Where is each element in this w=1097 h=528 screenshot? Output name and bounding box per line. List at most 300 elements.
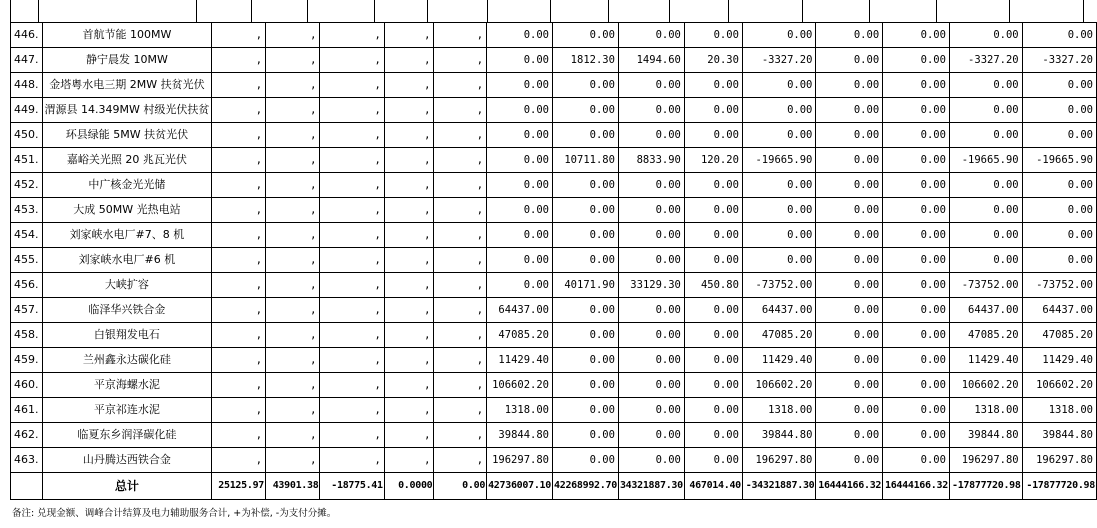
value-cell[interactable]: , bbox=[434, 398, 487, 423]
value-cell[interactable]: , bbox=[266, 398, 320, 423]
value-cell[interactable]: 0.00 bbox=[883, 398, 950, 423]
value-cell[interactable]: 0.00 bbox=[487, 198, 553, 223]
value-cell[interactable]: , bbox=[266, 98, 320, 123]
value-cell[interactable]: 0.00 bbox=[684, 73, 742, 98]
value-cell[interactable]: , bbox=[320, 173, 384, 198]
value-cell[interactable]: , bbox=[320, 198, 384, 223]
value-cell[interactable]: , bbox=[320, 448, 384, 473]
value-cell[interactable]: -73752.00 bbox=[1022, 273, 1096, 298]
row-index[interactable]: 450. bbox=[11, 123, 43, 148]
value-cell[interactable]: 0.00 bbox=[816, 23, 883, 48]
value-cell[interactable]: 11429.40 bbox=[949, 348, 1022, 373]
value-cell[interactable]: 0.00 bbox=[487, 223, 553, 248]
value-cell[interactable]: 0.00 bbox=[883, 173, 950, 198]
value-cell[interactable]: 0.00 bbox=[1022, 198, 1096, 223]
value-cell[interactable]: 0.00 bbox=[618, 448, 684, 473]
value-cell[interactable]: 0.00 bbox=[487, 173, 553, 198]
row-name[interactable]: 刘家峡水电厂#7、8 机 bbox=[42, 223, 212, 248]
row-name[interactable]: 环县绿能 5MW 扶贫光伏 bbox=[42, 123, 212, 148]
value-cell[interactable]: , bbox=[320, 423, 384, 448]
total-cell[interactable]: 42736007.10 bbox=[487, 473, 553, 500]
value-cell[interactable]: , bbox=[320, 348, 384, 373]
value-cell[interactable]: 106602.20 bbox=[1022, 373, 1096, 398]
row-index[interactable]: 449. bbox=[11, 98, 43, 123]
value-cell[interactable]: 0.00 bbox=[684, 248, 742, 273]
value-cell[interactable]: 0.00 bbox=[553, 348, 619, 373]
value-cell[interactable]: , bbox=[320, 373, 384, 398]
row-name[interactable]: 大成 50MW 光热电站 bbox=[42, 198, 212, 223]
value-cell[interactable]: 0.00 bbox=[949, 73, 1022, 98]
value-cell[interactable]: 0.00 bbox=[883, 448, 950, 473]
value-cell[interactable]: 0.00 bbox=[618, 298, 684, 323]
value-cell[interactable]: 0.00 bbox=[618, 73, 684, 98]
value-cell[interactable]: , bbox=[266, 148, 320, 173]
value-cell[interactable]: , bbox=[434, 98, 487, 123]
value-cell[interactable]: , bbox=[384, 298, 434, 323]
value-cell[interactable]: 0.00 bbox=[618, 23, 684, 48]
value-cell[interactable]: , bbox=[266, 298, 320, 323]
value-cell[interactable]: 0.00 bbox=[553, 73, 619, 98]
value-cell[interactable]: 0.00 bbox=[618, 398, 684, 423]
value-cell[interactable]: , bbox=[320, 23, 384, 48]
value-cell[interactable]: , bbox=[212, 98, 266, 123]
value-cell[interactable]: , bbox=[266, 23, 320, 48]
value-cell[interactable]: , bbox=[320, 223, 384, 248]
value-cell[interactable]: , bbox=[434, 423, 487, 448]
total-cell[interactable]: -17877720.98 bbox=[949, 473, 1022, 500]
value-cell[interactable]: 39844.80 bbox=[742, 423, 815, 448]
value-cell[interactable]: 0.00 bbox=[618, 348, 684, 373]
value-cell[interactable]: , bbox=[434, 448, 487, 473]
value-cell[interactable]: , bbox=[384, 123, 434, 148]
value-cell[interactable]: 47085.20 bbox=[742, 323, 815, 348]
value-cell[interactable]: 0.00 bbox=[742, 248, 815, 273]
value-cell[interactable]: 0.00 bbox=[949, 223, 1022, 248]
value-cell[interactable]: 0.00 bbox=[883, 273, 950, 298]
value-cell[interactable]: , bbox=[384, 173, 434, 198]
value-cell[interactable]: 8833.90 bbox=[618, 148, 684, 173]
value-cell[interactable]: , bbox=[434, 123, 487, 148]
value-cell[interactable]: , bbox=[320, 148, 384, 173]
value-cell[interactable]: 0.00 bbox=[553, 198, 619, 223]
value-cell[interactable]: 0.00 bbox=[742, 223, 815, 248]
value-cell[interactable]: 0.00 bbox=[618, 423, 684, 448]
value-cell[interactable]: 40171.90 bbox=[553, 273, 619, 298]
value-cell[interactable]: 11429.40 bbox=[742, 348, 815, 373]
row-name[interactable]: 中广核金光光储 bbox=[42, 173, 212, 198]
value-cell[interactable]: 0.00 bbox=[487, 98, 553, 123]
value-cell[interactable]: , bbox=[266, 123, 320, 148]
value-cell[interactable]: , bbox=[384, 73, 434, 98]
row-index[interactable]: 453. bbox=[11, 198, 43, 223]
value-cell[interactable]: 0.00 bbox=[816, 98, 883, 123]
value-cell[interactable]: , bbox=[266, 348, 320, 373]
value-cell[interactable]: 0.00 bbox=[684, 23, 742, 48]
value-cell[interactable]: , bbox=[320, 98, 384, 123]
value-cell[interactable]: , bbox=[212, 348, 266, 373]
value-cell[interactable]: 106602.20 bbox=[742, 373, 815, 398]
value-cell[interactable]: 0.00 bbox=[883, 48, 950, 73]
value-cell[interactable]: 0.00 bbox=[487, 148, 553, 173]
value-cell[interactable]: , bbox=[212, 373, 266, 398]
value-cell[interactable]: , bbox=[266, 323, 320, 348]
value-cell[interactable]: 0.00 bbox=[684, 123, 742, 148]
value-cell[interactable]: , bbox=[266, 223, 320, 248]
value-cell[interactable]: 1318.00 bbox=[742, 398, 815, 423]
value-cell[interactable]: , bbox=[320, 273, 384, 298]
value-cell[interactable]: , bbox=[320, 398, 384, 423]
value-cell[interactable]: , bbox=[434, 173, 487, 198]
value-cell[interactable]: 0.00 bbox=[553, 173, 619, 198]
value-cell[interactable]: 0.00 bbox=[742, 98, 815, 123]
value-cell[interactable]: , bbox=[384, 198, 434, 223]
row-name[interactable]: 静宁晨发 10MW bbox=[42, 48, 212, 73]
value-cell[interactable]: 0.00 bbox=[883, 248, 950, 273]
value-cell[interactable]: 120.20 bbox=[684, 148, 742, 173]
value-cell[interactable]: 0.00 bbox=[618, 198, 684, 223]
value-cell[interactable]: 0.00 bbox=[553, 23, 619, 48]
value-cell[interactable]: 0.00 bbox=[883, 423, 950, 448]
total-cell[interactable]: 16444166.32 bbox=[883, 473, 950, 500]
row-index[interactable]: 448. bbox=[11, 73, 43, 98]
row-index[interactable]: 446. bbox=[11, 23, 43, 48]
value-cell[interactable]: , bbox=[434, 23, 487, 48]
value-cell[interactable]: 1812.30 bbox=[553, 48, 619, 73]
value-cell[interactable]: 39844.80 bbox=[1022, 423, 1096, 448]
value-cell[interactable]: -3327.20 bbox=[742, 48, 815, 73]
value-cell[interactable]: 0.00 bbox=[553, 373, 619, 398]
value-cell[interactable]: 0.00 bbox=[816, 123, 883, 148]
value-cell[interactable]: 0.00 bbox=[487, 273, 553, 298]
value-cell[interactable]: 1318.00 bbox=[949, 398, 1022, 423]
value-cell[interactable]: 0.00 bbox=[816, 323, 883, 348]
row-index[interactable]: 451. bbox=[11, 148, 43, 173]
value-cell[interactable]: , bbox=[212, 23, 266, 48]
value-cell[interactable]: , bbox=[266, 248, 320, 273]
value-cell[interactable]: , bbox=[384, 98, 434, 123]
value-cell[interactable]: , bbox=[384, 348, 434, 373]
value-cell[interactable]: , bbox=[212, 198, 266, 223]
value-cell[interactable]: 0.00 bbox=[553, 448, 619, 473]
row-index[interactable]: 457. bbox=[11, 298, 43, 323]
value-cell[interactable]: , bbox=[212, 123, 266, 148]
row-name[interactable]: 山丹腾达西铁合金 bbox=[42, 448, 212, 473]
value-cell[interactable]: , bbox=[212, 173, 266, 198]
value-cell[interactable]: 0.00 bbox=[816, 298, 883, 323]
total-cell[interactable]: 0.00 bbox=[434, 473, 487, 500]
value-cell[interactable]: 0.00 bbox=[553, 223, 619, 248]
value-cell[interactable]: 196297.80 bbox=[949, 448, 1022, 473]
value-cell[interactable]: 47085.20 bbox=[949, 323, 1022, 348]
value-cell[interactable]: , bbox=[266, 273, 320, 298]
value-cell[interactable]: 0.00 bbox=[883, 23, 950, 48]
row-name[interactable]: 刘家峡水电厂#6 机 bbox=[42, 248, 212, 273]
value-cell[interactable]: 0.00 bbox=[949, 98, 1022, 123]
row-name[interactable]: 嘉峪关光照 20 兆瓦光伏 bbox=[42, 148, 212, 173]
row-name[interactable]: 渭源县 14.349MW 村级光伏扶贫 bbox=[42, 98, 212, 123]
value-cell[interactable]: 0.00 bbox=[816, 223, 883, 248]
value-cell[interactable]: 0.00 bbox=[883, 223, 950, 248]
value-cell[interactable]: , bbox=[384, 48, 434, 73]
value-cell[interactable]: 106602.20 bbox=[949, 373, 1022, 398]
value-cell[interactable]: 0.00 bbox=[883, 98, 950, 123]
value-cell[interactable]: , bbox=[212, 73, 266, 98]
value-cell[interactable]: , bbox=[212, 448, 266, 473]
total-cell[interactable]: 467014.40 bbox=[684, 473, 742, 500]
total-cell[interactable]: 16444166.32 bbox=[816, 473, 883, 500]
value-cell[interactable]: 64437.00 bbox=[742, 298, 815, 323]
value-cell[interactable]: 450.80 bbox=[684, 273, 742, 298]
total-cell[interactable]: 25125.97 bbox=[212, 473, 266, 500]
value-cell[interactable]: , bbox=[434, 273, 487, 298]
value-cell[interactable]: , bbox=[320, 323, 384, 348]
value-cell[interactable]: , bbox=[320, 48, 384, 73]
value-cell[interactable]: 0.00 bbox=[618, 223, 684, 248]
value-cell[interactable]: 0.00 bbox=[553, 398, 619, 423]
value-cell[interactable]: 0.00 bbox=[1022, 223, 1096, 248]
value-cell[interactable]: 33129.30 bbox=[618, 273, 684, 298]
value-cell[interactable]: 0.00 bbox=[949, 173, 1022, 198]
value-cell[interactable]: -73752.00 bbox=[949, 273, 1022, 298]
value-cell[interactable]: 1318.00 bbox=[1022, 398, 1096, 423]
row-index[interactable]: 447. bbox=[11, 48, 43, 73]
value-cell[interactable]: 10711.80 bbox=[553, 148, 619, 173]
value-cell[interactable]: 0.00 bbox=[684, 323, 742, 348]
value-cell[interactable]: , bbox=[434, 223, 487, 248]
value-cell[interactable]: , bbox=[320, 298, 384, 323]
value-cell[interactable]: 0.00 bbox=[949, 248, 1022, 273]
value-cell[interactable]: 0.00 bbox=[816, 398, 883, 423]
value-cell[interactable]: , bbox=[384, 223, 434, 248]
value-cell[interactable]: , bbox=[434, 373, 487, 398]
value-cell[interactable]: 0.00 bbox=[883, 323, 950, 348]
value-cell[interactable]: 39844.80 bbox=[487, 423, 553, 448]
value-cell[interactable]: , bbox=[434, 48, 487, 73]
value-cell[interactable]: 0.00 bbox=[883, 373, 950, 398]
value-cell[interactable]: , bbox=[384, 273, 434, 298]
row-name[interactable]: 平京海螺水泥 bbox=[42, 373, 212, 398]
value-cell[interactable]: 0.00 bbox=[618, 173, 684, 198]
value-cell[interactable]: 39844.80 bbox=[949, 423, 1022, 448]
row-name[interactable]: 金塔粤水电三期 2MW 扶贫光伏 bbox=[42, 73, 212, 98]
value-cell[interactable]: 0.00 bbox=[1022, 123, 1096, 148]
value-cell[interactable]: , bbox=[434, 348, 487, 373]
value-cell[interactable]: 0.00 bbox=[742, 23, 815, 48]
value-cell[interactable]: , bbox=[384, 448, 434, 473]
value-cell[interactable]: , bbox=[384, 423, 434, 448]
value-cell[interactable]: 0.00 bbox=[816, 248, 883, 273]
row-index[interactable]: 463. bbox=[11, 448, 43, 473]
value-cell[interactable]: , bbox=[212, 223, 266, 248]
value-cell[interactable]: 1318.00 bbox=[487, 398, 553, 423]
value-cell[interactable]: 0.00 bbox=[618, 123, 684, 148]
row-name[interactable]: 首航节能 100MW bbox=[42, 23, 212, 48]
value-cell[interactable]: , bbox=[212, 48, 266, 73]
value-cell[interactable]: 0.00 bbox=[883, 298, 950, 323]
value-cell[interactable]: , bbox=[320, 73, 384, 98]
value-cell[interactable]: , bbox=[266, 448, 320, 473]
value-cell[interactable]: -19665.90 bbox=[1022, 148, 1096, 173]
value-cell[interactable]: 0.00 bbox=[816, 273, 883, 298]
value-cell[interactable]: 64437.00 bbox=[949, 298, 1022, 323]
value-cell[interactable]: 0.00 bbox=[742, 73, 815, 98]
value-cell[interactable]: , bbox=[434, 198, 487, 223]
value-cell[interactable]: , bbox=[434, 148, 487, 173]
value-cell[interactable]: , bbox=[434, 298, 487, 323]
value-cell[interactable]: , bbox=[266, 173, 320, 198]
value-cell[interactable]: 11429.40 bbox=[1022, 348, 1096, 373]
value-cell[interactable]: 0.00 bbox=[816, 198, 883, 223]
value-cell[interactable]: , bbox=[384, 398, 434, 423]
value-cell[interactable]: 0.00 bbox=[1022, 173, 1096, 198]
value-cell[interactable]: 0.00 bbox=[816, 448, 883, 473]
value-cell[interactable]: 64437.00 bbox=[1022, 298, 1096, 323]
value-cell[interactable]: 0.00 bbox=[883, 148, 950, 173]
value-cell[interactable]: 0.00 bbox=[742, 173, 815, 198]
value-cell[interactable]: 0.00 bbox=[1022, 23, 1096, 48]
value-cell[interactable]: 0.00 bbox=[684, 98, 742, 123]
value-cell[interactable]: , bbox=[384, 373, 434, 398]
total-cell[interactable]: 0.0000 bbox=[384, 473, 434, 500]
row-index[interactable]: 456. bbox=[11, 273, 43, 298]
value-cell[interactable]: , bbox=[266, 373, 320, 398]
value-cell[interactable]: , bbox=[434, 323, 487, 348]
row-index[interactable]: 462. bbox=[11, 423, 43, 448]
value-cell[interactable]: 0.00 bbox=[618, 323, 684, 348]
value-cell[interactable]: 0.00 bbox=[742, 123, 815, 148]
value-cell[interactable]: -3327.20 bbox=[949, 48, 1022, 73]
row-index[interactable]: 455. bbox=[11, 248, 43, 273]
value-cell[interactable]: 47085.20 bbox=[1022, 323, 1096, 348]
value-cell[interactable]: 0.00 bbox=[816, 373, 883, 398]
row-index[interactable]: 460. bbox=[11, 373, 43, 398]
value-cell[interactable]: 0.00 bbox=[816, 348, 883, 373]
total-cell[interactable]: 43901.38 bbox=[266, 473, 320, 500]
value-cell[interactable]: -73752.00 bbox=[742, 273, 815, 298]
value-cell[interactable]: 0.00 bbox=[684, 223, 742, 248]
value-cell[interactable]: , bbox=[212, 273, 266, 298]
value-cell[interactable]: , bbox=[266, 48, 320, 73]
value-cell[interactable]: 0.00 bbox=[553, 248, 619, 273]
value-cell[interactable]: 0.00 bbox=[816, 148, 883, 173]
row-index[interactable]: 458. bbox=[11, 323, 43, 348]
value-cell[interactable]: 0.00 bbox=[684, 448, 742, 473]
value-cell[interactable]: , bbox=[266, 73, 320, 98]
value-cell[interactable]: 0.00 bbox=[618, 98, 684, 123]
value-cell[interactable]: -19665.90 bbox=[949, 148, 1022, 173]
row-name[interactable]: 兰州鑫永达碳化硅 bbox=[42, 348, 212, 373]
value-cell[interactable]: , bbox=[212, 298, 266, 323]
value-cell[interactable]: , bbox=[434, 248, 487, 273]
value-cell[interactable]: , bbox=[266, 198, 320, 223]
total-cell[interactable]: -34321887.30 bbox=[742, 473, 815, 500]
value-cell[interactable]: 0.00 bbox=[553, 298, 619, 323]
value-cell[interactable]: 196297.80 bbox=[487, 448, 553, 473]
row-name[interactable]: 临泽华兴铁合金 bbox=[42, 298, 212, 323]
row-name[interactable]: 临夏东乡润泽碳化硅 bbox=[42, 423, 212, 448]
value-cell[interactable]: 0.00 bbox=[487, 248, 553, 273]
row-index[interactable]: 454. bbox=[11, 223, 43, 248]
row-name[interactable]: 平京祁连水泥 bbox=[42, 398, 212, 423]
value-cell[interactable]: 0.00 bbox=[684, 373, 742, 398]
value-cell[interactable]: -3327.20 bbox=[1022, 48, 1096, 73]
value-cell[interactable]: 0.00 bbox=[553, 323, 619, 348]
value-cell[interactable]: 0.00 bbox=[684, 348, 742, 373]
value-cell[interactable]: , bbox=[320, 123, 384, 148]
total-cell[interactable]: 34321887.30 bbox=[618, 473, 684, 500]
value-cell[interactable]: , bbox=[212, 248, 266, 273]
value-cell[interactable]: 0.00 bbox=[487, 73, 553, 98]
value-cell[interactable]: 0.00 bbox=[553, 98, 619, 123]
value-cell[interactable]: 0.00 bbox=[949, 198, 1022, 223]
value-cell[interactable]: , bbox=[212, 398, 266, 423]
value-cell[interactable]: 0.00 bbox=[883, 73, 950, 98]
value-cell[interactable]: 106602.20 bbox=[487, 373, 553, 398]
row-name[interactable]: 白银翔发电石 bbox=[42, 323, 212, 348]
value-cell[interactable]: 0.00 bbox=[553, 423, 619, 448]
value-cell[interactable]: , bbox=[266, 423, 320, 448]
row-name[interactable]: 大峡扩容 bbox=[42, 273, 212, 298]
value-cell[interactable]: , bbox=[212, 148, 266, 173]
value-cell[interactable]: 1494.60 bbox=[618, 48, 684, 73]
value-cell[interactable]: , bbox=[212, 323, 266, 348]
value-cell[interactable]: , bbox=[384, 148, 434, 173]
value-cell[interactable]: 0.00 bbox=[949, 23, 1022, 48]
row-index[interactable]: 459. bbox=[11, 348, 43, 373]
value-cell[interactable]: 0.00 bbox=[487, 123, 553, 148]
value-cell[interactable]: , bbox=[212, 423, 266, 448]
value-cell[interactable]: 0.00 bbox=[883, 198, 950, 223]
value-cell[interactable]: 0.00 bbox=[618, 248, 684, 273]
value-cell[interactable]: 0.00 bbox=[816, 423, 883, 448]
value-cell[interactable]: 0.00 bbox=[618, 373, 684, 398]
value-cell[interactable]: 0.00 bbox=[684, 198, 742, 223]
value-cell[interactable]: 0.00 bbox=[1022, 248, 1096, 273]
value-cell[interactable]: , bbox=[384, 248, 434, 273]
value-cell[interactable]: , bbox=[384, 323, 434, 348]
value-cell[interactable]: 196297.80 bbox=[742, 448, 815, 473]
value-cell[interactable]: 0.00 bbox=[816, 73, 883, 98]
value-cell[interactable]: 64437.00 bbox=[487, 298, 553, 323]
value-cell[interactable]: , bbox=[384, 23, 434, 48]
value-cell[interactable]: 20.30 bbox=[684, 48, 742, 73]
value-cell[interactable]: 196297.80 bbox=[1022, 448, 1096, 473]
total-cell[interactable]: 42268992.70 bbox=[553, 473, 619, 500]
value-cell[interactable]: -19665.90 bbox=[742, 148, 815, 173]
value-cell[interactable]: 0.00 bbox=[553, 123, 619, 148]
value-cell[interactable]: 0.00 bbox=[487, 23, 553, 48]
value-cell[interactable]: 0.00 bbox=[883, 123, 950, 148]
value-cell[interactable]: 0.00 bbox=[816, 48, 883, 73]
value-cell[interactable]: 0.00 bbox=[742, 198, 815, 223]
row-index[interactable]: 461. bbox=[11, 398, 43, 423]
value-cell[interactable]: 0.00 bbox=[816, 173, 883, 198]
value-cell[interactable]: 0.00 bbox=[684, 398, 742, 423]
value-cell[interactable]: 0.00 bbox=[684, 298, 742, 323]
value-cell[interactable]: 0.00 bbox=[487, 48, 553, 73]
total-cell[interactable]: -17877720.98 bbox=[1022, 473, 1096, 500]
value-cell[interactable]: 11429.40 bbox=[487, 348, 553, 373]
value-cell[interactable]: 47085.20 bbox=[487, 323, 553, 348]
value-cell[interactable]: 0.00 bbox=[1022, 73, 1096, 98]
value-cell[interactable]: 0.00 bbox=[949, 123, 1022, 148]
value-cell[interactable]: 0.00 bbox=[1022, 98, 1096, 123]
row-index[interactable]: 452. bbox=[11, 173, 43, 198]
value-cell[interactable]: , bbox=[434, 73, 487, 98]
value-cell[interactable]: , bbox=[320, 248, 384, 273]
value-cell[interactable]: 0.00 bbox=[684, 423, 742, 448]
value-cell[interactable]: 0.00 bbox=[883, 348, 950, 373]
